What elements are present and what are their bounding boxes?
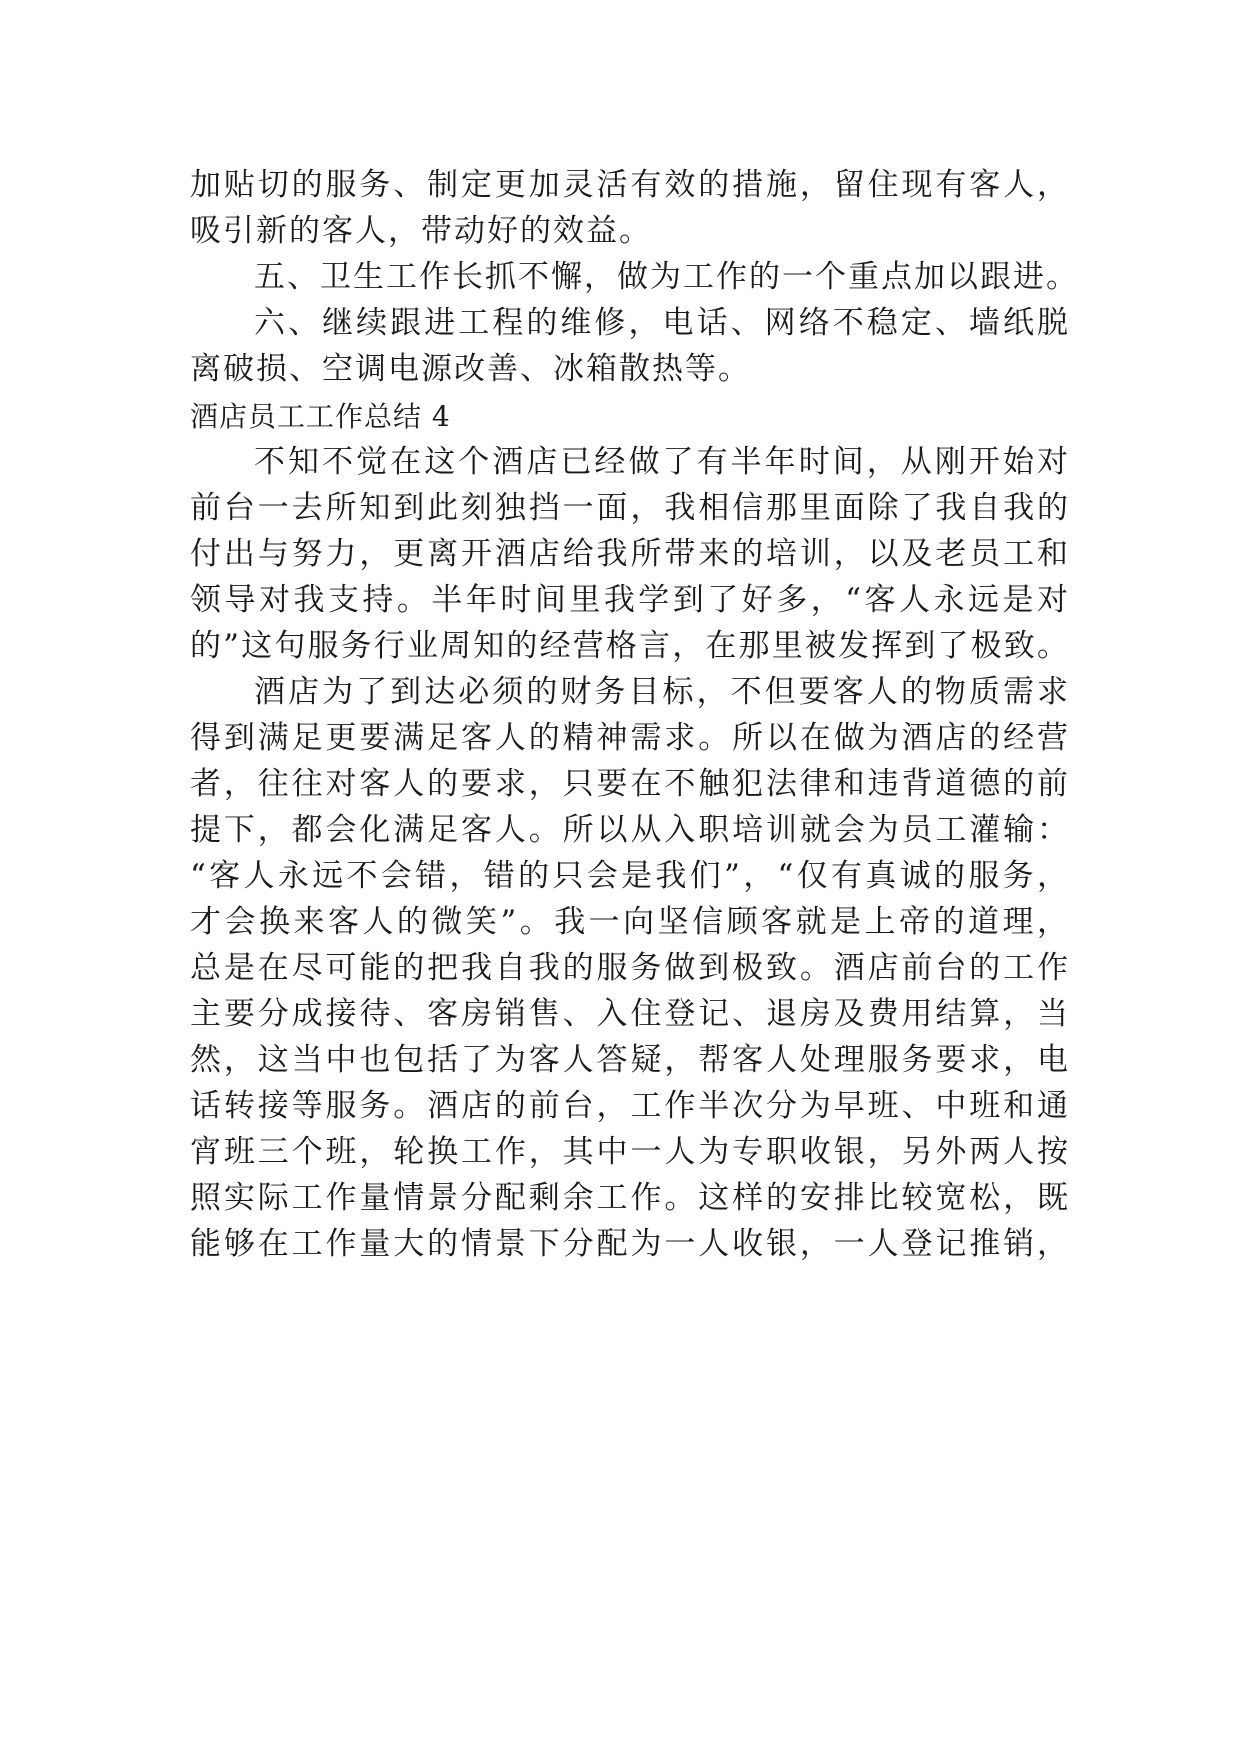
paragraph-line: 加贴切的服务、制定更加灵活有效的措施，留住现有客人， <box>190 167 1070 203</box>
paragraph-line: 六、继续跟进工程的维修，电话、网络不稳定、墙纸脱 <box>254 305 1070 341</box>
paragraph-line: 付出与努力，更离开酒店给我所带来的培训，以及老员工和 <box>190 536 1070 572</box>
paragraph-line: 不知不觉在这个酒店已经做了有半年时间，从刚开始对 <box>254 444 1070 480</box>
paragraph-line: 领导对我支持。半年时间里我学到了好多，“客人永远是对 <box>190 582 1070 618</box>
paragraph-line: 总是在尽可能的把我自我的服务做到极致。酒店前台的工作 <box>190 950 1070 986</box>
paragraph-line: 话转接等服务。酒店的前台，工作半次分为早班、中班和通 <box>190 1088 1070 1124</box>
paragraph-line: 离破损、空调电源改善、冰箱散热等。 <box>190 351 751 387</box>
paragraph-line: 主要分成接待、客房销售、入住登记、退房及费用结算，当 <box>190 996 1070 1032</box>
paragraph-line: 吸引新的客人，带动好的效益。 <box>190 213 652 249</box>
paragraph-line: 前台一去所知到此刻独挡一面，我相信那里面除了我自我的 <box>190 490 1070 526</box>
paragraph-line: 五、卫生工作长抓不懈，做为工作的一个重点加以跟进。 <box>254 259 1079 295</box>
paragraph-line: 宵班三个班，轮换工作，其中一人为专职收银，另外两人按 <box>190 1134 1070 1170</box>
section-heading: 酒店员工工作总结 4 <box>190 400 451 433</box>
paragraph-line: 的”这句服务行业周知的经营格言，在那里被发挥到了极致。 <box>190 628 1070 664</box>
paragraph-line: 酒店为了到达必须的财务目标，不但要客人的物质需求 <box>254 674 1070 710</box>
paragraph-line: “客人永远不会错，错的只会是我们”，“仅有真诚的服务， <box>190 858 1070 894</box>
paragraph-line: 照实际工作量情景分配剩余工作。这样的安排比较宽松，既 <box>190 1180 1070 1216</box>
paragraph-line: 得到满足更要满足客人的精神需求。所以在做为酒店的经营 <box>190 720 1070 756</box>
paragraph-line: 才会换来客人的微笑”。我一向坚信顾客就是上帝的道理， <box>190 904 1070 940</box>
paragraph-line: 者，往往对客人的要求，只要在不触犯法律和违背道德的前 <box>190 766 1070 802</box>
paragraph-line: 能够在工作量大的情景下分配为一人收银，一人登记推销， <box>190 1226 1070 1262</box>
paragraph-line: 提下，都会化满足客人。所以从入职培训就会为员工灌输： <box>190 812 1070 848</box>
paragraph-line: 然，这当中也包括了为客人答疑，帮客人处理服务要求，电 <box>190 1042 1070 1078</box>
